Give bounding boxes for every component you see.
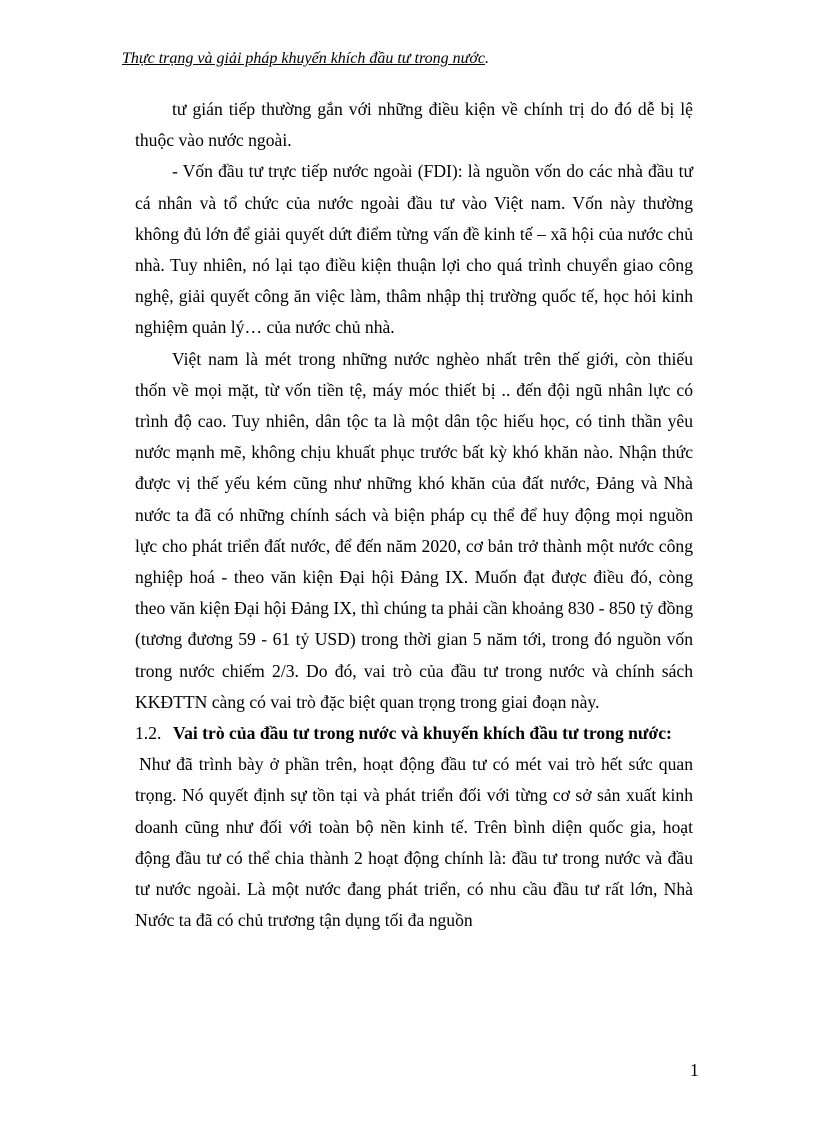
section-heading (135, 718, 693, 749)
paragraph-1: tư gián tiếp thường gắn với những điều kiện về chính trị do đó dễ bị lệ thuộc vào nước ngoài. (135, 99, 693, 151)
section-title: Vai trò của đầu tư trong nước và khuyến khích đầu tư trong nước: (173, 723, 672, 744)
paragraph-3: Việt nam là mét trong những nước nghèo nhất trên thế giới, còn thiếu thốn về mọi mặt, từ vốn tiền tệ, máy móc thiết bị .. đến đội ngũ nhân lực có trình độ cao. Tuy nhiên, dân tộc ta là một dân tộc hiếu học, có tinh thần yêu nước mạnh mẽ, không chịu khuất phục trước bất kỳ khó khăn nào. Nhận thức được vị thế yếu kém cũng như những khó khăn của đất nước, Đảng và Nhà nước ta đã có những chính sách và biện pháp cụ thể để huy động mọi nguồn lực cho phát triển đất nước, để đến năm 2020, cơ bản trở thành một nước công nghiệp hoá - theo văn kiện Đại hội Đảng IX. Muốn đạt được điều đó, còng theo văn kiện Đại hội Đảng IX, thì chúng ta phải cần khoảng 830 - 850 tỷ đồng (tương đương 59 - 61 tỷ USD) trong thời gian 5 năm tới, trong đó nguồn vốn trong nước chiếm 2/3. Do đó, vai trò của đầu tư trong nước và chính sách KKĐTTN càng có vai trò đặc biệt quan trọng trong giai đoạn này. (135, 348, 693, 712)
running-header (122, 49, 702, 69)
document-title: Thực trạng và giải pháp khuyến khích đầu tư trong nước (122, 50, 485, 67)
section-number: 1.2. (135, 723, 162, 744)
title-period: . (484, 50, 489, 67)
paragraph-4: Như đã trình bày ở phần trên, hoạt động đầu tư có mét vai trò hết sức quan trọng. Nó quyết định sự tồn tại và phát triển đối với từng cơ sở sản xuất kinh doanh cũng như đối với toàn bộ nền kinh tế. Trên bình diện quốc gia, hoạt động đầu tư có thể chia thành 2 hoạt động chính là: đầu tư trong nước và đầu tư nước ngoài. Là một nước đang phát triển, có nhu cầu đầu tư rất lớn, Nhà Nước ta đã có chủ trương tận dụng tối đa nguồn (135, 754, 693, 931)
page-number: 1 (690, 1060, 699, 1080)
page-body (135, 94, 693, 936)
paragraph-2: - Vốn đầu tư trực tiếp nước ngoài (FDI): là nguồn vốn do các nhà đầu tư cá nhân và tổ chức của nước ngoài đầu tư vào Việt nam. Vốn này thường không đủ lớn để giải quyết dứt điểm từng vấn đề kinh tế – xã hội của nước chủ nhà. Tuy nhiên, nó lại tạo điều kiện thuận lợi cho quá trình chuyển giao công nghệ, giải quyết công ăn việc làm, thâm nhập thị trường quốc tế, học hỏi kinh nghiệm quản lý… của nước chủ nhà. (135, 161, 693, 338)
